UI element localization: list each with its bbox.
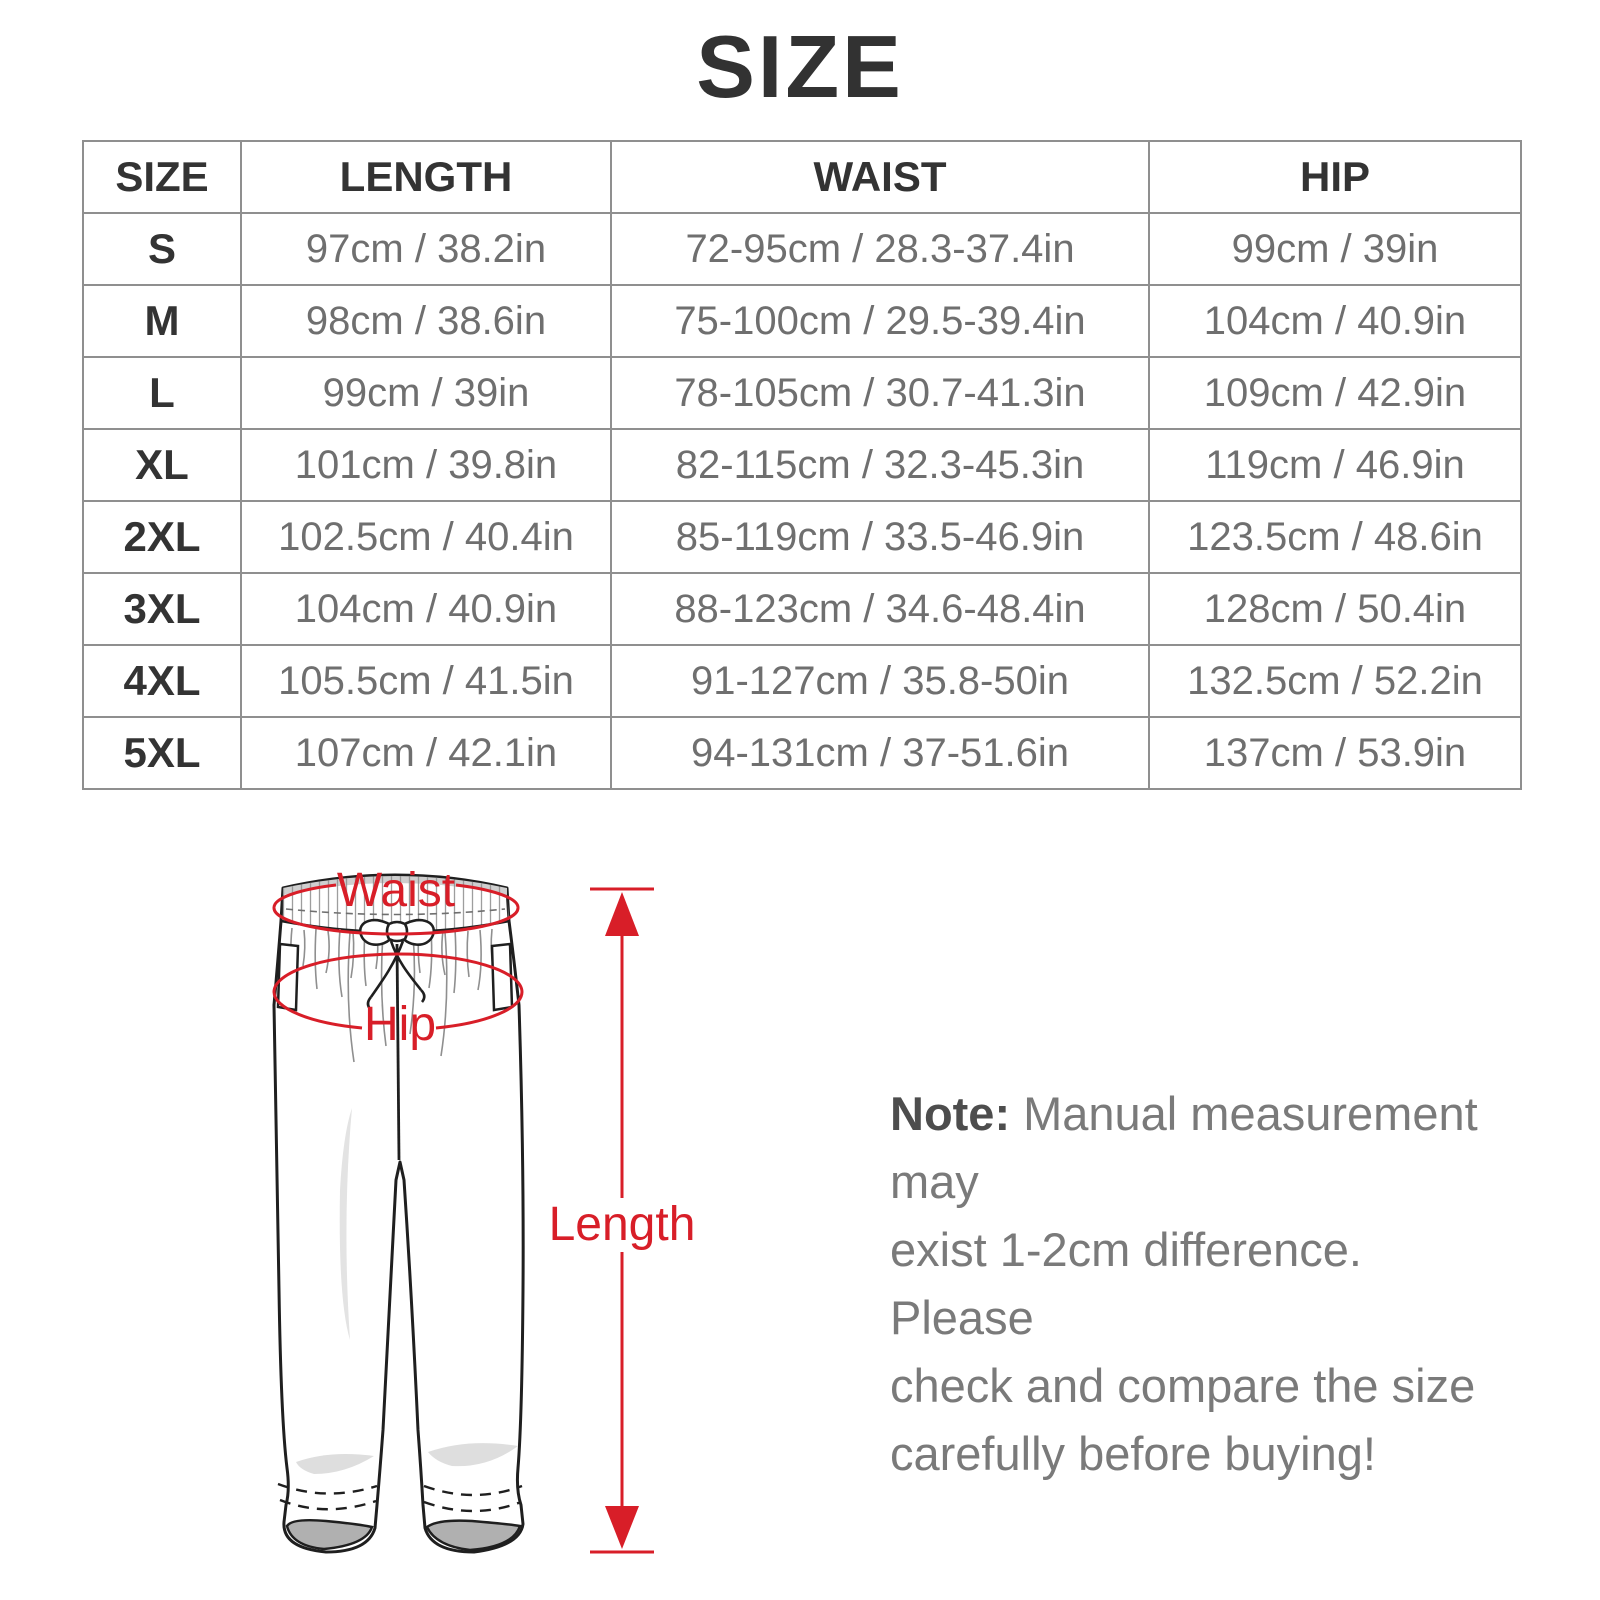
left-pocket (278, 944, 298, 1010)
hip-label: Hip (363, 998, 437, 1051)
length-label: Length (548, 1198, 696, 1251)
waist-cell: 88-123cm / 34.6-48.4in (611, 573, 1149, 645)
size-cell: XL (83, 429, 241, 501)
hip-cell: 128cm / 50.4in (1149, 573, 1521, 645)
note (890, 1080, 1490, 1488)
size-cell: S (83, 213, 241, 285)
pants-measurement-diagram (240, 850, 720, 1570)
length-cell: 97cm / 38.2in (241, 213, 611, 285)
table-row (83, 357, 1521, 429)
size-cell: 5XL (83, 717, 241, 789)
col-header-size: SIZE (83, 141, 241, 213)
hip-cell: 99cm / 39in (1149, 213, 1521, 285)
note-text: Manual measurement may (890, 1087, 1478, 1208)
table-row (83, 429, 1521, 501)
length-cell: 98cm / 38.6in (241, 285, 611, 357)
note-label: Note: (890, 1087, 1011, 1140)
waist-cell: 94-131cm / 37-51.6in (611, 717, 1149, 789)
note-line: check and compare the size (890, 1359, 1476, 1412)
size-chart-table (82, 140, 1522, 790)
note-line: carefully before buying! (890, 1427, 1376, 1480)
length-cell: 99cm / 39in (241, 357, 611, 429)
length-cell: 104cm / 40.9in (241, 573, 611, 645)
size-cell: 4XL (83, 645, 241, 717)
size-cell: L (83, 357, 241, 429)
hip-cell: 137cm / 53.9in (1149, 717, 1521, 789)
waist-cell: 82-115cm / 32.3-45.3in (611, 429, 1149, 501)
col-header-waist: WAIST (611, 141, 1149, 213)
hip-cell: 132.5cm / 52.2in (1149, 645, 1521, 717)
col-header-hip: HIP (1149, 141, 1521, 213)
size-cell: M (83, 285, 241, 357)
table-row (83, 285, 1521, 357)
size-cell: 2XL (83, 501, 241, 573)
right-pocket (492, 944, 512, 1010)
waist-cell: 91-127cm / 35.8-50in (611, 645, 1149, 717)
table-row (83, 501, 1521, 573)
waist-cell: 75-100cm / 29.5-39.4in (611, 285, 1149, 357)
center-seam (397, 944, 399, 1160)
waist-cell: 72-95cm / 28.3-37.4in (611, 213, 1149, 285)
table-row (83, 645, 1521, 717)
waist-label: Waist (336, 864, 456, 917)
col-header-length: LENGTH (241, 141, 611, 213)
hip-cell: 109cm / 42.9in (1149, 357, 1521, 429)
table-row (83, 573, 1521, 645)
table-row (83, 213, 1521, 285)
waist-cell: 85-119cm / 33.5-46.9in (611, 501, 1149, 573)
hip-cell: 104cm / 40.9in (1149, 285, 1521, 357)
waist-cell: 78-105cm / 30.7-41.3in (611, 357, 1149, 429)
length-cell: 101cm / 39.8in (241, 429, 611, 501)
length-cell: 105.5cm / 41.5in (241, 645, 611, 717)
page-title: SIZE (696, 17, 904, 116)
note-line (890, 1080, 1490, 1216)
hip-cell: 119cm / 46.9in (1149, 429, 1521, 501)
hip-cell: 123.5cm / 48.6in (1149, 501, 1521, 573)
size-cell: 3XL (83, 573, 241, 645)
note-line: exist 1-2cm difference. Please (890, 1223, 1362, 1344)
table-header-row (83, 141, 1521, 213)
length-cell: 102.5cm / 40.4in (241, 501, 611, 573)
table-row (83, 717, 1521, 789)
length-cell: 107cm / 42.1in (241, 717, 611, 789)
